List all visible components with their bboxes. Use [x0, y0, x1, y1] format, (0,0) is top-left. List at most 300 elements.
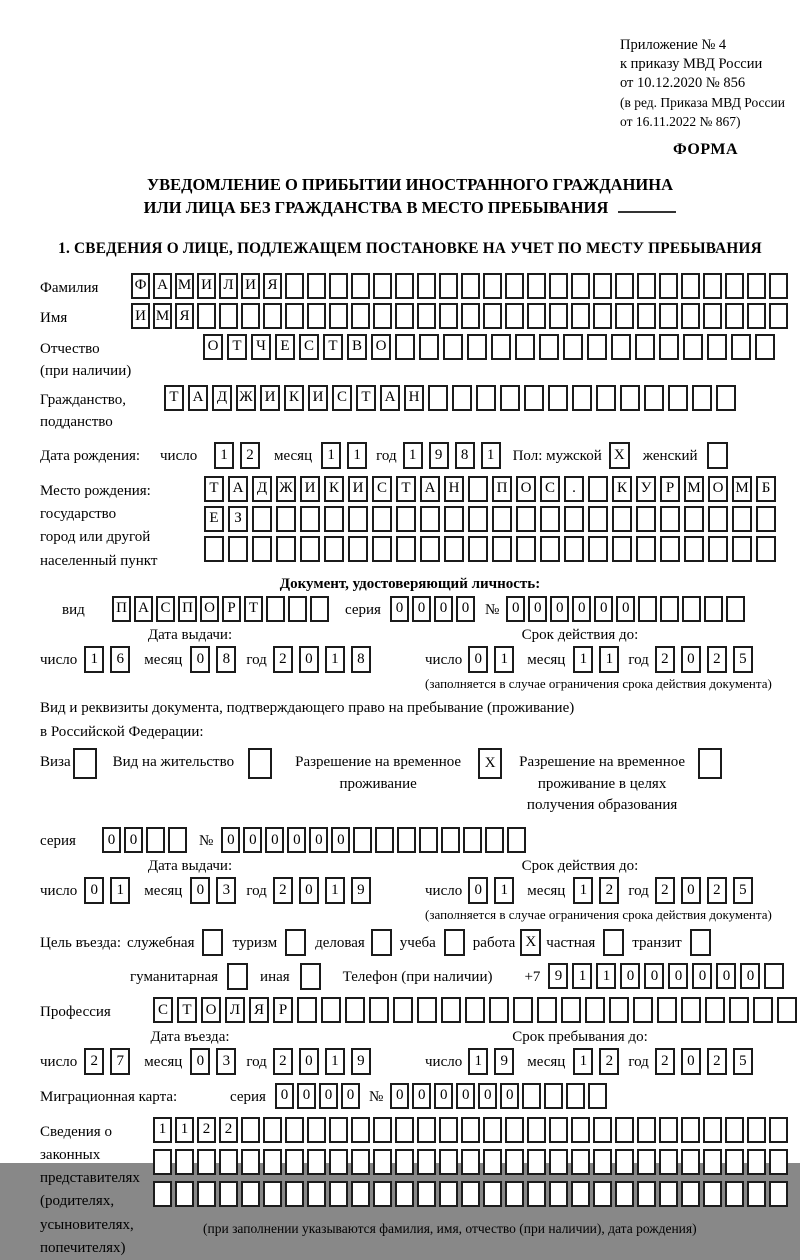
char-cell: О — [708, 476, 728, 502]
section1-heading: 1. СВЕДЕНИЯ О ЛИЦЕ, ПОДЛЕЖАЩЕМ ПОСТАНОВКЕ НА УЧЕТ ПО МЕСТУ ПРЕБЫВАНИЯ — [58, 239, 762, 257]
char-cell: X — [609, 442, 630, 469]
char-cell: И — [197, 273, 216, 299]
char-cell: 0 — [190, 1048, 210, 1075]
char-cell: 2 — [273, 877, 293, 904]
char-cell: 2 — [707, 1048, 727, 1075]
char-cell — [682, 596, 701, 622]
char-cell — [465, 997, 485, 1023]
char-cell — [659, 273, 678, 299]
surname-label: Фамилия — [40, 279, 99, 296]
char-cell: 2 — [599, 877, 619, 904]
stay-until-line — [425, 1048, 753, 1075]
char-cell — [571, 1117, 590, 1143]
char-cell: И — [348, 476, 368, 502]
char-cell: А — [134, 596, 153, 622]
char-cell — [417, 273, 436, 299]
char-cell: 0 — [644, 963, 664, 989]
char-cell — [461, 303, 480, 329]
char-cell — [329, 273, 348, 299]
char-cell — [393, 997, 413, 1023]
char-cell — [659, 1181, 678, 1207]
purpose-official-checkbox — [202, 929, 223, 956]
char-cell — [603, 929, 624, 956]
residence-doc-line1: Вид и реквизиты документа, подтверждающего право на пребывание (проживание) — [40, 699, 575, 716]
char-cell: 1 — [325, 877, 345, 904]
char-cell — [769, 1181, 788, 1207]
char-cell — [681, 1149, 700, 1175]
char-cell: 2 — [655, 646, 675, 673]
residence-series-label: серия — [40, 833, 76, 850]
char-cell: 1 — [573, 646, 593, 673]
purpose-tourism-label: туризм — [232, 935, 278, 952]
entry-month — [190, 1048, 236, 1075]
stay-until-col — [425, 1029, 753, 1075]
char-cell — [593, 1181, 612, 1207]
char-cell: Т — [204, 476, 224, 502]
char-cell — [252, 506, 272, 532]
char-cell — [659, 1117, 678, 1143]
residence-number-label: № — [199, 833, 214, 850]
char-cell — [708, 536, 728, 562]
char-cell — [703, 1181, 722, 1207]
char-cell — [524, 385, 544, 411]
char-cell — [321, 997, 341, 1023]
purpose-other-checkbox — [300, 963, 321, 990]
char-cell — [373, 273, 392, 299]
char-cell — [461, 1181, 480, 1207]
char-cell: Т — [227, 334, 247, 360]
char-cell: 0 — [716, 963, 736, 989]
char-cell — [769, 1149, 788, 1175]
purpose-business-checkbox — [371, 929, 392, 956]
char-cell — [197, 1149, 216, 1175]
char-cell — [635, 334, 655, 360]
char-cell: 2 — [707, 877, 727, 904]
char-cell — [505, 1149, 524, 1175]
identity-issue-heading: Дата выдачи: — [147, 626, 233, 643]
representatives-cells-1 — [153, 1117, 788, 1143]
char-cell — [747, 1117, 766, 1143]
char-cell — [587, 334, 607, 360]
char-cell — [681, 303, 700, 329]
char-cell: 0 — [299, 1048, 319, 1075]
char-cell — [348, 506, 368, 532]
month-label: месяц — [274, 447, 313, 464]
char-cell — [612, 506, 632, 532]
purpose-private-label: частная — [546, 935, 596, 952]
birth-year-cells — [403, 442, 501, 469]
residence-permit-label: Вид на жительство — [112, 753, 235, 770]
char-cell — [769, 1117, 788, 1143]
appendix-line: Приложение № 4 — [620, 37, 727, 53]
residence-valid-year — [655, 877, 753, 904]
char-cell — [153, 1149, 172, 1175]
char-cell — [500, 385, 520, 411]
profession-row — [40, 997, 780, 1024]
form-title-line1: УВЕДОМЛЕНИЕ О ПРИБЫТИИ ИНОСТРАННОГО ГРАЖДАНИНА — [146, 175, 674, 194]
char-cell: 0 — [550, 596, 569, 622]
char-cell — [593, 273, 612, 299]
char-cell — [755, 334, 775, 360]
birth-month-cells — [321, 442, 367, 469]
representatives-label-line: законных — [40, 1146, 101, 1163]
residence-note: (заполняется в случае ограничения срока действия документа) — [425, 907, 772, 923]
visit-purpose-label: Цель въезда: — [40, 935, 121, 952]
birth-place-cell-rows — [204, 476, 776, 562]
char-cell — [428, 385, 448, 411]
year-label: год — [628, 1053, 649, 1070]
char-cell: 9 — [351, 877, 371, 904]
char-cell — [263, 303, 282, 329]
edition-line: от 16.11.2022 № 867) — [620, 114, 741, 130]
char-cell: 5 — [733, 877, 753, 904]
char-cell — [732, 506, 752, 532]
char-cell: С — [540, 476, 560, 502]
char-cell — [202, 929, 223, 956]
char-cell — [637, 273, 656, 299]
char-cell — [527, 1149, 546, 1175]
char-cell — [725, 1181, 744, 1207]
entry-year — [273, 1048, 371, 1075]
char-cell: И — [241, 273, 260, 299]
char-cell: Д — [212, 385, 232, 411]
migration-series-cells — [275, 1083, 360, 1109]
char-cell — [263, 1181, 282, 1207]
char-cell: К — [324, 476, 344, 502]
char-cell — [705, 997, 725, 1023]
residence-options-row — [40, 748, 780, 817]
char-cell: О — [371, 334, 391, 360]
char-cell: Н — [404, 385, 424, 411]
phone-prefix: +7 — [524, 969, 541, 986]
char-cell — [300, 963, 321, 990]
char-cell: К — [612, 476, 632, 502]
char-cell — [747, 1149, 766, 1175]
identity-doc-row — [40, 596, 780, 622]
identity-issue-col — [40, 627, 385, 692]
form-title-line2-text: ИЛИ ЛИЦА БЕЗ ГРАЖДАНСТВА В МЕСТО ПРЕБЫВАНИЯ — [143, 198, 609, 218]
char-cell — [703, 273, 722, 299]
birth-place-cells-1 — [204, 476, 776, 502]
char-cell — [300, 536, 320, 562]
char-cell — [329, 1181, 348, 1207]
char-cell — [439, 303, 458, 329]
entry-date-heading: Дата въезда: — [150, 1028, 230, 1045]
char-cell: 1 — [481, 442, 501, 469]
identity-valid-day — [468, 646, 514, 673]
char-cell — [564, 506, 584, 532]
char-cell — [698, 748, 722, 779]
char-cell — [544, 1083, 563, 1109]
char-cell — [219, 1181, 238, 1207]
surname-row — [40, 273, 780, 300]
rvp-edu-label-line: проживание в целях — [537, 775, 667, 792]
char-cell — [396, 506, 416, 532]
char-cell — [263, 1117, 282, 1143]
char-cell — [419, 334, 439, 360]
sex-label: Пол: мужской — [512, 447, 602, 464]
char-cell: 1 — [84, 646, 104, 673]
representatives-cells-2 — [153, 1149, 788, 1175]
char-cell: 9 — [494, 1048, 514, 1075]
char-cell — [439, 273, 458, 299]
char-cell: 0 — [692, 963, 712, 989]
char-cell — [703, 1117, 722, 1143]
residence-valid-day — [468, 877, 514, 904]
identity-vid-label: вид — [62, 601, 85, 618]
char-cell: С — [372, 476, 392, 502]
identity-valid-col — [425, 627, 772, 692]
char-cell — [307, 1149, 326, 1175]
birth-place-label — [40, 476, 204, 573]
char-cell: X — [478, 748, 502, 779]
char-cell: 3 — [216, 1048, 236, 1075]
char-cell: В — [347, 334, 367, 360]
day-label: число — [40, 1053, 78, 1070]
char-cell: 0 — [468, 877, 488, 904]
year-label: год — [628, 651, 649, 668]
char-cell — [489, 997, 509, 1023]
char-cell — [505, 273, 524, 299]
char-cell: 0 — [190, 877, 210, 904]
residence-number-cells — [221, 827, 526, 853]
char-cell — [420, 506, 440, 532]
char-cell — [324, 506, 344, 532]
char-cell — [707, 334, 727, 360]
char-cell — [307, 1117, 326, 1143]
residence-doc-line2: в Российской Федерации: — [40, 724, 204, 741]
char-cell — [351, 303, 370, 329]
char-cell — [417, 1149, 436, 1175]
patronymic-label-line2: (при наличии) — [40, 363, 132, 380]
identity-number-cells — [506, 596, 745, 622]
char-cell — [659, 334, 679, 360]
representatives-row — [40, 1117, 780, 1260]
char-cell: 1 — [110, 877, 130, 904]
stay-until-heading: Срок пребывания до: — [512, 1028, 648, 1045]
char-cell — [483, 1149, 502, 1175]
char-cell — [175, 1149, 194, 1175]
char-cell — [461, 1117, 480, 1143]
residence-issue-day — [84, 877, 130, 904]
char-cell — [285, 273, 304, 299]
char-cell: 0 — [681, 1048, 701, 1075]
char-cell — [684, 536, 704, 562]
char-cell — [444, 506, 464, 532]
char-cell — [329, 303, 348, 329]
patronymic-cells — [203, 334, 775, 360]
char-cell — [716, 385, 736, 411]
char-cell — [241, 303, 260, 329]
char-cell — [681, 1181, 700, 1207]
char-cell — [527, 1181, 546, 1207]
char-cell — [549, 1117, 568, 1143]
char-cell: Е — [204, 506, 224, 532]
sex-female-label: женский — [642, 447, 698, 464]
purpose-transit-checkbox — [690, 929, 711, 956]
char-cell — [461, 273, 480, 299]
purpose-tourism-checkbox — [285, 929, 306, 956]
char-cell — [596, 385, 616, 411]
char-cell — [307, 1181, 326, 1207]
char-cell — [637, 1181, 656, 1207]
char-cell — [204, 536, 224, 562]
char-cell: 2 — [707, 646, 727, 673]
char-cell: 0 — [190, 646, 210, 673]
char-cell — [615, 1149, 634, 1175]
char-cell: 0 — [265, 827, 284, 853]
purpose-business-label: деловая — [315, 935, 365, 952]
char-cell: 0 — [390, 1083, 409, 1109]
char-cell: И — [300, 476, 320, 502]
char-cell — [549, 1181, 568, 1207]
char-cell: 0 — [84, 877, 104, 904]
char-cell: 0 — [331, 827, 350, 853]
char-cell: С — [156, 596, 175, 622]
form-title-line2 — [40, 196, 780, 219]
identity-issue-day — [84, 646, 130, 673]
form-label: ФОРМА — [672, 141, 738, 158]
char-cell — [219, 303, 238, 329]
char-cell — [468, 476, 488, 502]
char-cell: Р — [660, 476, 680, 502]
month-label: месяц — [527, 651, 566, 668]
char-cell — [329, 1117, 348, 1143]
char-cell — [345, 997, 365, 1023]
sex-male-checkbox — [609, 442, 630, 469]
migration-number-label: № — [368, 1088, 384, 1105]
char-cell: Т — [323, 334, 343, 360]
char-cell — [777, 997, 797, 1023]
char-cell — [397, 827, 416, 853]
identity-issue-line — [40, 646, 385, 673]
char-cell — [660, 596, 679, 622]
char-cell: 3 — [216, 877, 236, 904]
purpose-official-label: служебная — [126, 935, 195, 952]
identity-vid-cells — [112, 596, 329, 622]
char-cell: 1 — [596, 963, 616, 989]
char-cell — [549, 303, 568, 329]
purpose-study-label: учеба — [399, 935, 436, 952]
char-cell — [707, 442, 728, 469]
purpose-row2 — [130, 963, 780, 990]
char-cell — [516, 506, 536, 532]
char-cell — [588, 1083, 607, 1109]
char-cell: 0 — [506, 596, 525, 622]
char-cell — [467, 334, 487, 360]
char-cell — [507, 827, 526, 853]
char-cell: Л — [225, 997, 245, 1023]
char-cell — [476, 385, 496, 411]
year-label: год — [246, 651, 267, 668]
char-cell — [483, 1181, 502, 1207]
char-cell — [732, 536, 752, 562]
char-cell: А — [228, 476, 248, 502]
identity-series-label: серия — [345, 601, 381, 618]
char-cell — [764, 963, 784, 989]
birth-place-row — [40, 476, 780, 573]
char-cell — [444, 929, 465, 956]
char-cell: И — [308, 385, 328, 411]
char-cell — [522, 1083, 541, 1109]
char-cell — [371, 929, 392, 956]
representatives-caption: (при заполнении указываются фамилия, имя, отчество (при наличии), дата рождения) — [203, 1220, 697, 1236]
birth-day-cells — [214, 442, 260, 469]
edition-line: (в ред. Приказа МВД России — [620, 95, 785, 111]
residence-issue-heading: Дата выдачи: — [147, 858, 233, 875]
appendix-line: от 10.12.2020 № 856 — [620, 75, 746, 92]
char-cell — [527, 273, 546, 299]
char-cell: С — [299, 334, 319, 360]
char-cell: Я — [263, 273, 282, 299]
char-cell — [703, 1149, 722, 1175]
char-cell: О — [200, 596, 219, 622]
char-cell — [285, 303, 304, 329]
char-cell — [146, 827, 165, 853]
char-cell: 0 — [297, 1083, 316, 1109]
form-title — [40, 173, 780, 220]
day-label: число — [425, 1053, 463, 1070]
char-cell — [571, 1149, 590, 1175]
purpose-other-label: иная — [260, 969, 290, 986]
day-label: число — [425, 651, 463, 668]
char-cell — [285, 929, 306, 956]
char-cell — [571, 303, 590, 329]
char-cell — [505, 1117, 524, 1143]
char-cell: 2 — [197, 1117, 216, 1143]
migration-series-label: серия — [230, 1088, 266, 1105]
rvp-edu-label-line: получения образования — [526, 797, 678, 814]
char-cell — [417, 303, 436, 329]
rvp-label-line: Разрешение на временное — [295, 753, 462, 770]
char-cell — [585, 997, 605, 1023]
char-cell — [620, 385, 640, 411]
given-name-label: Имя — [40, 310, 68, 327]
char-cell — [527, 303, 546, 329]
char-cell — [690, 929, 711, 956]
char-cell: 9 — [351, 1048, 371, 1075]
char-cell: З — [228, 506, 248, 532]
char-cell — [353, 827, 372, 853]
char-cell — [725, 273, 744, 299]
birth-place-label-line: населенный пункт — [40, 552, 158, 569]
char-cell — [241, 1181, 260, 1207]
char-cell — [725, 303, 744, 329]
representatives-label-line: представителях — [40, 1170, 140, 1187]
char-cell: 5 — [733, 1048, 753, 1075]
birth-date-label: Дата рождения: — [40, 447, 141, 464]
char-cell — [747, 303, 766, 329]
char-cell — [483, 1117, 502, 1143]
char-cell: О — [201, 997, 221, 1023]
char-cell — [615, 303, 634, 329]
char-cell — [588, 506, 608, 532]
char-cell — [540, 536, 560, 562]
identity-issue-year — [273, 646, 371, 673]
entry-date-col — [40, 1029, 385, 1075]
char-cell: М — [175, 273, 194, 299]
char-cell: П — [492, 476, 512, 502]
char-cell — [593, 303, 612, 329]
char-cell — [769, 303, 788, 329]
char-cell: Т — [244, 596, 263, 622]
char-cell — [228, 536, 248, 562]
char-cell: 1 — [573, 1048, 593, 1075]
char-cell — [263, 1149, 282, 1175]
char-cell — [659, 303, 678, 329]
profession-label: Профессия — [40, 1004, 111, 1021]
char-cell — [439, 1181, 458, 1207]
